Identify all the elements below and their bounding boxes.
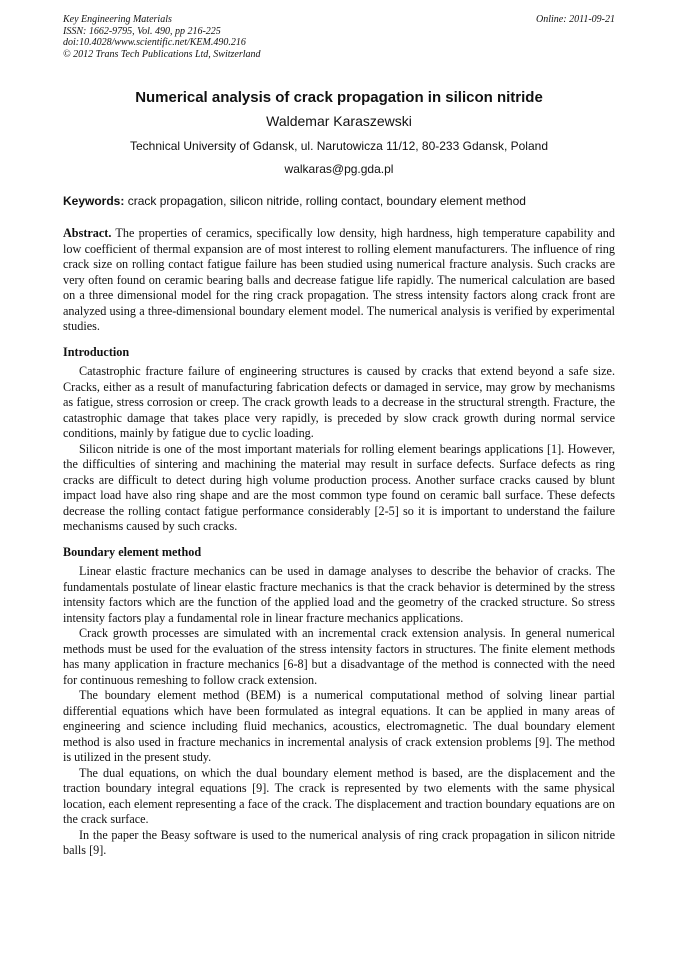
doi-line: doi:10.4028/www.scientific.net/KEM.490.216 xyxy=(63,37,246,48)
bem-paragraph: In the paper the Beasy software is used to the numerical analysis of ring crack propagation in silicon nitride balls [9]. xyxy=(63,827,615,857)
abstract-text: The properties of ceramics, specifically low density, high hardness, high temperature capability and low coefficient of thermal expansion are of most interest to rolling element manufacturers. The influence of ring crack size on rolling contact fatigue failure has been studied using numerical fracture analysis. Such cracks are very often found on ceramic bearing balls and decrease fatigue life rapidly. The numerical calculation are based on a three dimensional model for the ring crack propagation. The stress intensity factors along crack front are analyzed using a three-dimensional boundary element model. The numerical analysis is verified by experimental studies. xyxy=(63,226,615,333)
intro-paragraph: Catastrophic fracture failure of engineering structures is caused by cracks that extend beyond a safe size. Cracks, either as a result of manufacturing fabrication defects or damaged in service, may grow by mechanisms as fatigue, stress corrosion or creep. The crack growth leads to a decrease in the structural strength. Fracture, the catastrophic damage that takes place very rapidly, is preceded by slow crack growth during normal service conditions, mainly by fatigue due to cyclic loading. xyxy=(63,364,615,440)
journal-header xyxy=(63,14,615,60)
paper-title: Numerical analysis of crack propagation in silicon nitride xyxy=(135,89,543,106)
copyright-line: © 2012 Trans Tech Publications Ltd, Switzerland xyxy=(63,48,261,60)
author-email: walkaras@pg.gda.pl xyxy=(284,162,394,176)
issn-line: ISSN: 1662-9795, Vol. 490, pp 216-225 xyxy=(63,25,221,37)
bem-paragraph: The dual equations, on which the dual boundary element method is based, are the displacement and the traction boundary integral equations [9]. The crack is represented by two elements with the same physical location, each element representing a face of the crack. The displacement and traction boundary equations are on the crack surface. xyxy=(63,765,615,826)
intro-paragraph: Silicon nitride is one of the most important materials for rolling element bearings applications [1]. However, the difficulties of sintering and machining the material may result in surface defects. Surface defects as ring cracks are difficult to detect during high volume production process. Another surface cracks caused by blunt impact load have also ring shape and are the most common type found on ceramic ball surface. These defects decrease the rolling contact fatigue performance considerably [2-5] so it is important to understand the failure mechanisms caused by such cracks. xyxy=(63,441,615,533)
keywords xyxy=(63,194,615,208)
affiliation: Technical University of Gdansk, ul. Narutowicza 11/12, 80-233 Gdansk, Poland xyxy=(130,139,548,153)
online-date: Online: 2011-09-21 xyxy=(536,14,615,25)
bem-paragraph: Crack growth processes are simulated with an incremental crack extension analysis. In general numerical methods must be used for the evaluation of the stress intensity factors in structures. The finite element methods has many application in fracture mechanics [6-8] but a disadvantage of the method is connected with the need for continuous remeshing to follow crack extension. xyxy=(63,626,615,687)
keywords-text: crack propagation, silicon nitride, rolling contact, boundary element method xyxy=(127,194,526,208)
bem-paragraph: Linear elastic fracture mechanics can be used in damage analyses to describe the behavior of cracks. The fundamentals postulate of linear elastic fracture mechanics is that the crack behavior is determined by the stress intensity factors which are the function of the applied load and the geometry of the cracked structure. So stress intensity factors play a fundamental role in linear fracture mechanics applications. xyxy=(63,564,615,625)
keywords-label: Keywords: xyxy=(63,194,125,208)
author-name: Waldemar Karaszewski xyxy=(266,113,412,129)
introduction-heading: Introduction xyxy=(63,344,130,359)
bem-heading: Boundary element method xyxy=(63,544,202,559)
abstract-label: Abstract. xyxy=(63,226,112,240)
journal-name: Key Engineering Materials xyxy=(63,14,172,25)
paper-body xyxy=(63,226,615,859)
abstract xyxy=(63,226,615,335)
bem-paragraph: The boundary element method (BEM) is a numerical computational method of solving linear partial differential equations which have been formulated as integral equations. It can be applied in many areas of engineering and science including fluid mechanics, acoustics, electromagnetic. The dual boundary element method is also used in fracture mechanics in incremental analysis of crack extension problems [9]. The method is utilized in the present study. xyxy=(63,688,615,764)
